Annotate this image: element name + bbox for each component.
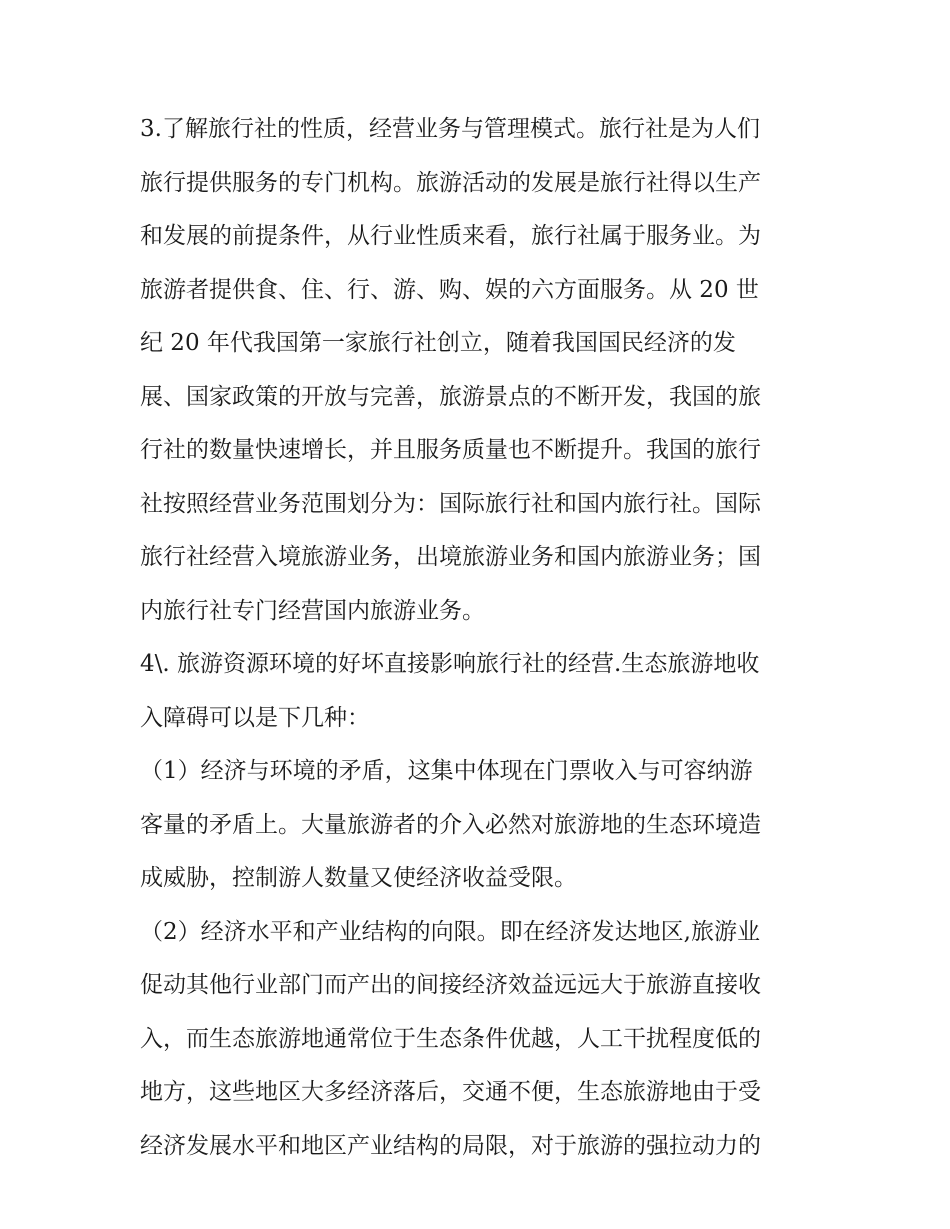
text-line: （1）经济与环境的矛盾，这集中体现在门票收入与可容纳游 (140, 758, 753, 784)
text-line: 经济发展水平和地区产业结构的局限，对于旅游的强拉动力的 (140, 1132, 761, 1159)
text-line: 纪 20 年代我国第一家旅行社创立，随着我国国民经济的发 (140, 330, 736, 356)
text-line: 展、国家政策的开放与完善，旅游景点的不断开发，我国的旅 (140, 383, 761, 410)
document-body (140, 103, 815, 1173)
text-line: 3.了解旅行社的性质，经营业务与管理模式。旅行社是为人们 (140, 116, 760, 142)
text-line: 客量的矛盾上。大量旅游者的介入必然对旅游地的生态环境造 (140, 811, 761, 838)
text-line: 入障碍可以是下几种： (140, 704, 370, 731)
text-line: 和发展的前提条件，从行业性质来看，旅行社属于服务业。为 (140, 223, 761, 249)
text-line: 旅行社经营入境旅游业务，出境旅游业务和国内旅游业务；国 (140, 544, 761, 570)
text-line: 社按照经营业务范围划分为：国际旅行社和国内旅行社。国际 (140, 490, 761, 517)
text-line: 促动其他行业部门而产出的间接经济效益远远大于旅游直接收 (140, 972, 761, 998)
text-line: （2）经济水平和产业结构的向限。即在经济发达地区,旅游业 (140, 918, 760, 945)
text-line: 成威胁，控制游人数量又使经济收益受限。 (140, 865, 577, 891)
text-line: 地方，这些地区大多经济落后，交通不便，生态旅游地由于受 (140, 1079, 761, 1105)
text-line: 旅行提供服务的专门机构。旅游活动的发展是旅行社得以生产 (140, 169, 761, 196)
text-line: 入，而生态旅游地通常位于生态条件优越，人工干扰程度低的 (140, 1025, 761, 1052)
text-line: 4\. 旅游资源环境的好坏直接影响旅行社的经营.生态旅游地收 (140, 651, 760, 677)
text-line: 行社的数量快速增长，并且服务质量也不断提升。我国的旅行 (140, 437, 761, 463)
text-line: 旅游者提供食、住、行、游、购、娱的六方面服务。从 20 世 (140, 276, 759, 303)
text-line: 内旅行社专门经营国内旅游业务。 (140, 597, 485, 624)
